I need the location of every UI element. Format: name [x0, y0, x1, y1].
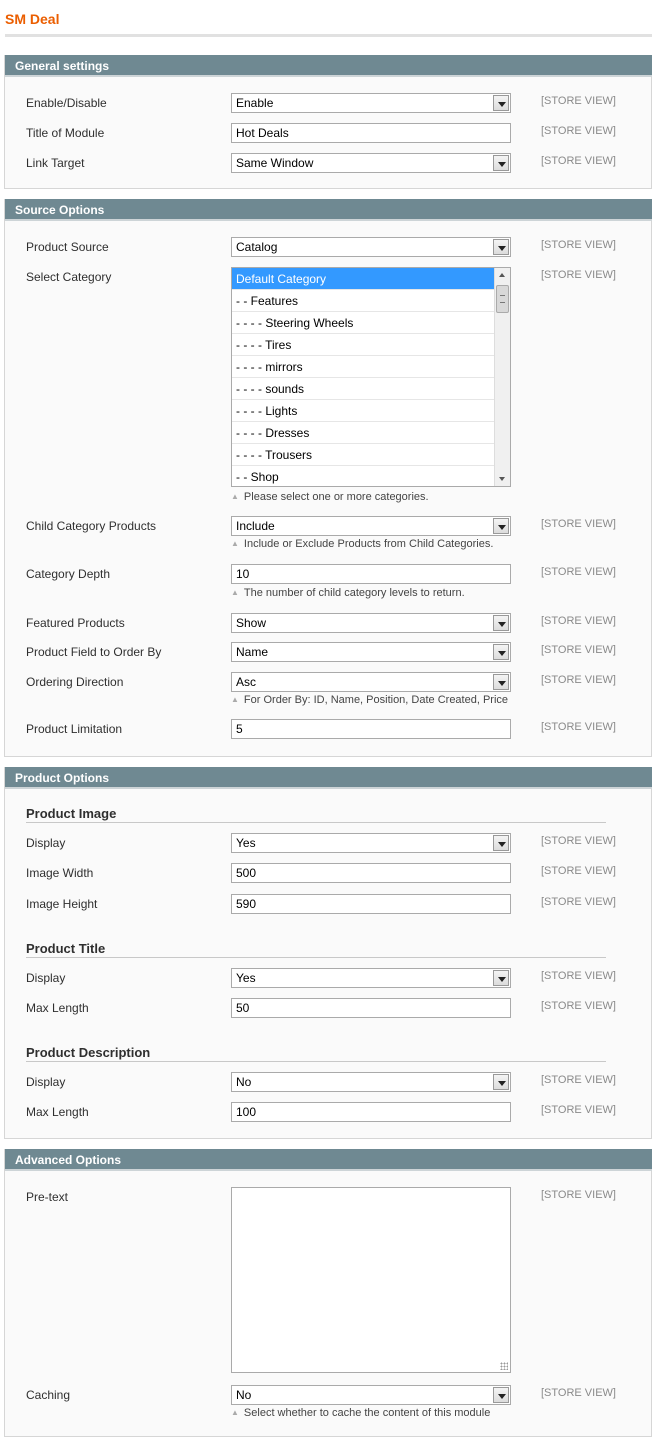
category-option[interactable]: Default Category	[232, 268, 494, 290]
chevron-down-icon	[493, 239, 509, 255]
caching-note: ▲ Select whether to cache the content of this module	[231, 1407, 490, 1419]
field-label: Product Field to Order By	[26, 645, 162, 659]
category-option[interactable]: - - - - Steering Wheels	[232, 312, 494, 334]
description-max-length-input[interactable]	[231, 1102, 511, 1122]
field-label: Image Height	[26, 897, 98, 911]
scope-label: [STORE VIEW]	[541, 970, 616, 982]
group-divider	[26, 1061, 606, 1062]
group-title-product-description: Product Description	[26, 1045, 151, 1060]
image-width-input[interactable]	[231, 863, 511, 883]
title-of-module-input[interactable]	[231, 123, 511, 143]
ordering-direction-select[interactable]: Asc	[231, 672, 511, 692]
field-label: Link Target	[26, 156, 85, 170]
featured-products-select[interactable]: Show	[231, 613, 511, 633]
scope-label: [STORE VIEW]	[541, 239, 616, 251]
field-label: Featured Products	[26, 616, 125, 630]
category-option[interactable]: - - - - Lights	[232, 400, 494, 422]
section-source-options	[4, 199, 652, 757]
scope-label: [STORE VIEW]	[541, 835, 616, 847]
section-product-options	[4, 767, 652, 1139]
chevron-down-icon	[493, 95, 509, 111]
field-label: Display	[26, 836, 66, 850]
title-display-select[interactable]: Yes	[231, 968, 511, 988]
category-option[interactable]: - - - - mirrors	[232, 356, 494, 378]
child-category-select[interactable]: Include	[231, 516, 511, 536]
scroll-thumb	[496, 285, 509, 313]
group-divider	[26, 822, 606, 823]
chevron-down-icon	[493, 674, 509, 690]
section-header-product[interactable]: Product Options	[5, 767, 652, 789]
scroll-up-icon	[495, 268, 510, 282]
select-category-note: ▲ Please select one or more categories.	[231, 491, 429, 503]
order-by-select[interactable]: Name	[231, 642, 511, 662]
title-max-length-input[interactable]	[231, 998, 511, 1018]
scope-label: [STORE VIEW]	[541, 1387, 616, 1399]
scope-label: [STORE VIEW]	[541, 721, 616, 733]
scope-label: [STORE VIEW]	[541, 1074, 616, 1086]
category-option[interactable]: - - - - sounds	[232, 378, 494, 400]
scroll-down-icon	[495, 472, 510, 486]
group-title-product-title: Product Title	[26, 941, 106, 956]
chevron-down-icon	[493, 155, 509, 171]
scope-label: [STORE VIEW]	[541, 95, 616, 107]
field-label: Max Length	[26, 1105, 89, 1119]
product-source-select[interactable]: Catalog	[231, 237, 511, 257]
field-label: Display	[26, 1075, 66, 1089]
caching-select[interactable]: No	[231, 1385, 511, 1405]
field-label: Product Source	[26, 240, 109, 254]
scope-label: [STORE VIEW]	[541, 615, 616, 627]
group-divider	[26, 957, 606, 958]
section-header-general[interactable]: General settings	[5, 55, 652, 77]
field-label: Image Width	[26, 866, 94, 880]
field-label: Ordering Direction	[26, 675, 124, 689]
page-title: SM Deal	[5, 11, 60, 27]
section-header-source[interactable]: Source Options	[5, 199, 652, 221]
scope-label: [STORE VIEW]	[541, 269, 616, 281]
category-option[interactable]: - - - - Tires	[232, 334, 494, 356]
field-label: Pre-text	[26, 1190, 69, 1204]
section-advanced-options	[4, 1149, 652, 1437]
image-height-input[interactable]	[231, 894, 511, 914]
category-option[interactable]: - - Features	[232, 290, 494, 312]
field-label: Caching	[26, 1388, 71, 1402]
category-option[interactable]: - - - - Dresses	[232, 422, 494, 444]
scope-label: [STORE VIEW]	[541, 674, 616, 686]
field-label: Display	[26, 971, 66, 985]
category-option[interactable]: - - Shop	[232, 466, 494, 487]
link-target-select[interactable]: Same Window	[231, 153, 511, 173]
chevron-down-icon	[493, 644, 509, 660]
field-label: Category Depth	[26, 567, 111, 581]
scope-label: [STORE VIEW]	[541, 865, 616, 877]
ordering-direction-note: ▲ For Order By: ID, Name, Position, Date Created, Price	[231, 694, 508, 706]
category-multiselect[interactable]	[231, 267, 511, 487]
scope-label: [STORE VIEW]	[541, 155, 616, 167]
section-general-settings	[4, 55, 652, 189]
scope-label: [STORE VIEW]	[541, 1104, 616, 1116]
chevron-down-icon	[493, 970, 509, 986]
image-display-select[interactable]: Yes	[231, 833, 511, 853]
category-depth-input[interactable]	[231, 564, 511, 584]
enable-disable-select[interactable]: Enable	[231, 93, 511, 113]
field-label: Enable/Disable	[26, 96, 107, 110]
field-label: Select Category	[26, 270, 112, 284]
title-divider	[5, 34, 652, 37]
scope-label: [STORE VIEW]	[541, 518, 616, 530]
field-label: Child Category Products	[26, 519, 157, 533]
field-label: Product Limitation	[26, 722, 123, 736]
pre-text-textarea[interactable]	[231, 1187, 511, 1373]
resize-grip-icon	[500, 1362, 508, 1370]
field-label: Max Length	[26, 1001, 89, 1015]
scope-label: [STORE VIEW]	[541, 1189, 616, 1201]
group-title-product-image: Product Image	[26, 806, 117, 821]
child-category-note: ▲ Include or Exclude Products from Child Categories.	[231, 538, 493, 550]
product-limitation-input[interactable]	[231, 719, 511, 739]
category-depth-note: ▲ The number of child category levels to return.	[231, 587, 465, 599]
field-label: Title of Module	[26, 126, 105, 140]
category-option[interactable]: - - - - Trousers	[232, 444, 494, 466]
chevron-down-icon	[493, 1074, 509, 1090]
chevron-down-icon	[493, 615, 509, 631]
scope-label: [STORE VIEW]	[541, 125, 616, 137]
description-display-select[interactable]: No	[231, 1072, 511, 1092]
chevron-down-icon	[493, 835, 509, 851]
chevron-down-icon	[493, 518, 509, 534]
scope-label: [STORE VIEW]	[541, 896, 616, 908]
category-scrollbar[interactable]	[494, 268, 510, 486]
chevron-down-icon	[493, 1387, 509, 1403]
scope-label: [STORE VIEW]	[541, 644, 616, 656]
scope-label: [STORE VIEW]	[541, 1000, 616, 1012]
section-header-advanced[interactable]: Advanced Options	[5, 1149, 652, 1171]
scope-label: [STORE VIEW]	[541, 566, 616, 578]
